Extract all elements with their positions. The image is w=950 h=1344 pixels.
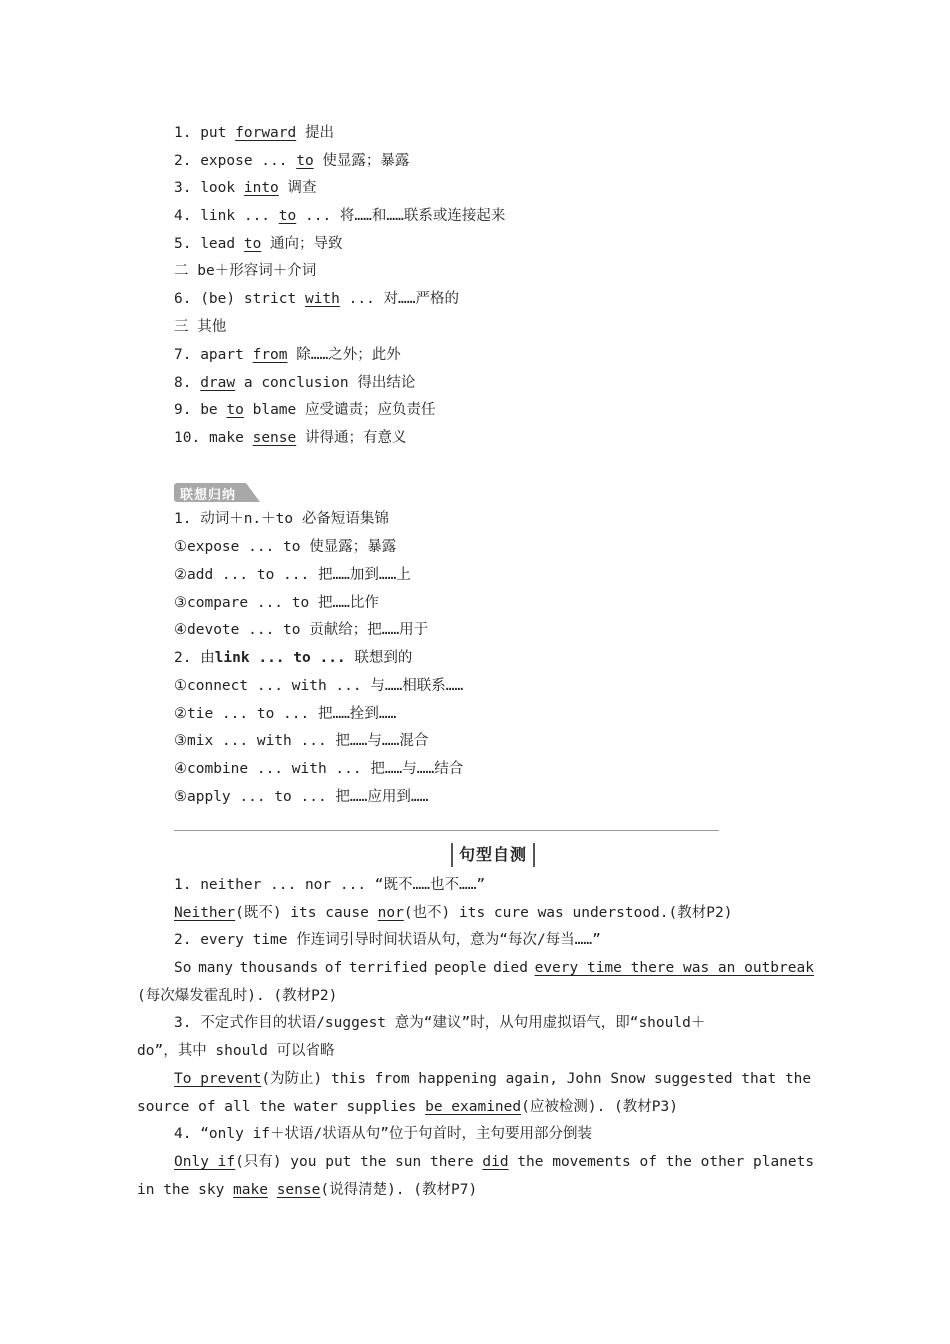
assoc-title: 2. 由link ... to ... 联想到的 — [174, 650, 413, 666]
phrase-item: 6. (be) strict with ... 对……严格的 — [174, 291, 459, 307]
pattern-example: To prevent(为防止) this from happening again, John Snow suggested that the — [174, 1071, 812, 1087]
badge-label: 联想归纳 — [180, 488, 237, 503]
assoc-title: 1. 动词＋n.＋to 必备短语集锦 — [174, 511, 389, 527]
pattern-example-cont: (每次爆发霍乱时). (教材P2) — [137, 988, 338, 1004]
pattern-example: So many thousands of terrified people died every time there was an outbreak — [174, 960, 814, 976]
assoc-item: ①connect ... with ... 与……相联系…… — [174, 678, 464, 694]
assoc-item: ③mix ... with ... 把……与……混合 — [174, 733, 429, 749]
pattern-example-cont: source of all the water supplies be examined(应被检测). (教材P3) — [137, 1099, 678, 1115]
section-badge — [174, 483, 260, 502]
assoc-item: ⑤apply ... to ... 把……应用到…… — [174, 789, 429, 805]
assoc-item: ③compare ... to 把……比作 — [174, 595, 379, 611]
phrase-item: 4. link ... to ... 将……和……联系或连接起来 — [174, 208, 506, 224]
assoc-item: ②add ... to ... 把……加到……上 — [174, 567, 411, 583]
phrase-item: 7. apart from 除……之外；此外 — [174, 347, 401, 363]
phrase-item: 3. look into 调查 — [174, 180, 317, 196]
pattern-example-cont: in the sky make sense(说得清楚). (教材P7) — [137, 1182, 478, 1198]
pattern-example: Only if(只有) you put the sun there did the movements of the other planets — [174, 1154, 815, 1170]
phrase-item: 8. draw a conclusion 得出结论 — [174, 375, 416, 391]
assoc-item: ①expose ... to 使显露；暴露 — [174, 539, 397, 555]
section-title: 句型自测 — [451, 843, 535, 867]
pattern-title: 1. neither ... nor ... “既不……也不……” — [174, 877, 486, 893]
pattern-title-cont: do”，其中 should 可以省略 — [137, 1043, 335, 1059]
pattern-title: 4. “only if＋状语/状语从句”位于句首时，主句要用部分倒装 — [174, 1126, 592, 1142]
pattern-title: 2. every time 作连词引导时间状语从句，意为“每次/每当……” — [174, 932, 601, 948]
subheading: 三 其他 — [174, 319, 227, 335]
phrase-item: 9. be to blame 应受谴责；应负责任 — [174, 402, 436, 418]
pattern-example: Neither(既不) its cause nor(也不) its cure was understood.(教材P2) — [174, 905, 733, 921]
assoc-item: ②tie ... to ... 把……拴到…… — [174, 706, 397, 722]
phrase-item: 5. lead to 通向；导致 — [174, 236, 343, 252]
subheading: 二 be＋形容词＋介词 — [174, 263, 317, 279]
divider — [174, 830, 719, 831]
phrase-item: 2. expose ... to 使显露；暴露 — [174, 153, 410, 169]
phrase-item: 10. make sense 讲得通；有意义 — [174, 430, 407, 446]
phrase-item: 1. put forward 提出 — [174, 125, 334, 141]
pattern-title: 3. 不定式作目的状语/suggest 意为“建议”时，从句用虚拟语气，即“should＋ — [174, 1015, 706, 1031]
assoc-item: ④devote ... to 贡献给；把……用于 — [174, 622, 429, 638]
assoc-item: ④combine ... with ... 把……与……结合 — [174, 761, 464, 777]
